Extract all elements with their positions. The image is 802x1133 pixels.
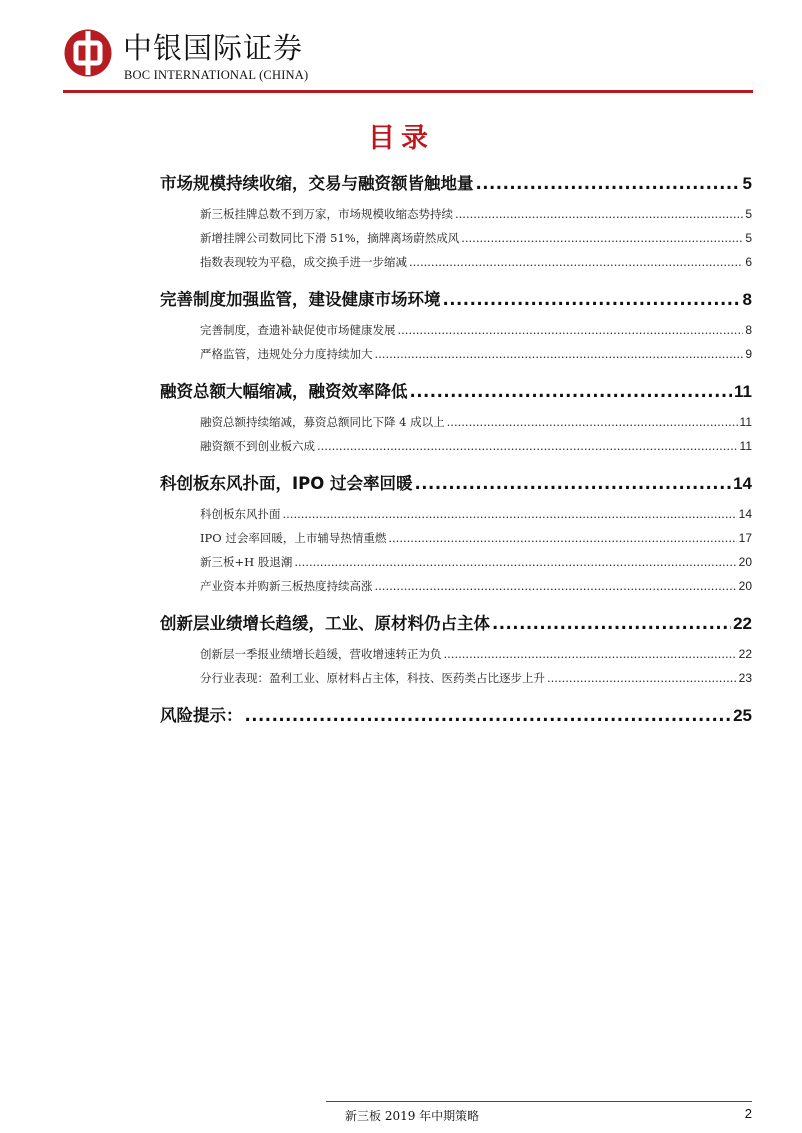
- toc-section-title: 完善制度加强监管，建设健康市场环境: [160, 290, 441, 309]
- toc-item-page: 20: [738, 579, 752, 593]
- toc-item-title: 融资总额持续缩减，募资总额同比下降 4 成以上: [200, 415, 445, 429]
- toc-leader-dots: [245, 706, 732, 725]
- toc-leader-dots: [492, 614, 731, 633]
- footer-divider: [326, 1101, 752, 1102]
- toc-section-page: 8: [742, 290, 752, 309]
- toc-item-page: 5: [745, 231, 752, 245]
- toc-section[interactable]: [160, 378, 752, 408]
- toc-item-title: 新三板挂牌总数不到万家，市场规模收缩态势持续: [200, 207, 453, 221]
- toc-item-title: 新三板+H 股退潮: [200, 555, 293, 569]
- toc-leader-dots: [410, 382, 733, 401]
- toc-leader-dots: [294, 555, 736, 569]
- toc-item[interactable]: [200, 530, 752, 554]
- company-name-en: BOC INTERNATIONAL (CHINA): [124, 68, 309, 82]
- toc-leader-dots: [317, 439, 738, 453]
- toc-section[interactable]: [160, 610, 752, 640]
- toc-item[interactable]: [200, 554, 752, 578]
- toc-item[interactable]: [200, 322, 752, 346]
- toc-section-page: 22: [733, 614, 752, 633]
- toc-leader-dots: [375, 579, 737, 593]
- toc-item[interactable]: [200, 578, 752, 602]
- toc-item[interactable]: [200, 506, 752, 530]
- page-header: [63, 28, 753, 96]
- toc-section-page: 5: [742, 174, 752, 193]
- toc-section-title: 市场规模持续收缩，交易与融资额皆触地量: [160, 174, 474, 193]
- toc-leader-dots: [444, 647, 737, 661]
- toc-section-page: 14: [733, 474, 752, 493]
- toc-item-title: 严格监管，违规处分力度持续加大: [200, 347, 373, 361]
- toc-item-title: 产业资本并购新三板热度持续高涨: [200, 579, 373, 593]
- toc-item-page: 6: [745, 255, 752, 269]
- toc-section-title: 科创板东风扑面，IPO 过会率回暖: [160, 474, 413, 493]
- toc-section-title: 创新层业绩增长趋缓，工业、原材料仍占主体: [160, 614, 490, 633]
- toc-item-title: 科创板东风扑面: [200, 507, 281, 521]
- toc-item[interactable]: [200, 206, 752, 230]
- toc-leader-dots: [283, 507, 737, 521]
- toc-section[interactable]: [160, 170, 752, 200]
- toc-section-page: 25: [733, 706, 752, 725]
- header-divider: [63, 90, 753, 93]
- toc-item-title: 指数表现较为平稳，成交换手进一步缩减: [200, 255, 407, 269]
- toc-item-page: 14: [738, 507, 752, 521]
- toc-section[interactable]: [160, 286, 752, 316]
- toc-item-page: 5: [745, 207, 752, 221]
- toc-section-page: 11: [734, 382, 752, 401]
- toc-leader-dots: [447, 415, 738, 429]
- toc-item-page: 11: [739, 439, 752, 453]
- company-name-cn: 中银国际证券: [123, 31, 304, 65]
- toc-item-title: IPO 过会率回暖，上市辅导热情重燃: [200, 531, 387, 545]
- toc-item[interactable]: [200, 346, 752, 370]
- toc-item-page: 17: [738, 531, 752, 545]
- toc-item-title: 融资额不到创业板六成: [200, 439, 315, 453]
- toc-section-title: 融资总额大幅缩减，融资效率降低: [160, 382, 408, 401]
- toc-leader-dots: [476, 174, 741, 193]
- toc-leader-dots: [409, 255, 743, 269]
- toc-item-page: 22: [738, 647, 752, 661]
- toc-item[interactable]: [200, 646, 752, 670]
- toc-leader-dots: [455, 207, 743, 221]
- toc-item-title: 新增挂牌公司数同比下滑 51%，摘牌离场蔚然成风: [200, 231, 460, 245]
- toc-section-title: 风险提示：: [160, 706, 243, 725]
- toc-item-title: 完善制度，查遗补缺促使市场健康发展: [200, 323, 396, 337]
- toc-item[interactable]: [200, 438, 752, 462]
- toc-item[interactable]: [200, 414, 752, 438]
- toc-item-page: 9: [745, 347, 752, 361]
- toc-item[interactable]: [200, 670, 752, 694]
- footer-title: 新三板 2019 年中期策略: [345, 1109, 480, 1123]
- toc-item-page: 11: [739, 415, 752, 429]
- toc-item[interactable]: [200, 230, 752, 254]
- toc-item[interactable]: [200, 254, 752, 278]
- toc-item-title: 创新层一季报业绩增长趋缓，营收增速转正为负: [200, 647, 442, 661]
- toc-leader-dots: [547, 671, 737, 685]
- table-of-contents: [160, 170, 752, 732]
- toc-leader-dots: [461, 231, 743, 245]
- toc-item-page: 23: [738, 671, 752, 685]
- toc-leader-dots: [398, 323, 744, 337]
- toc-item-page: 20: [738, 555, 752, 569]
- toc-leader-dots: [443, 290, 741, 309]
- toc-section[interactable]: [160, 470, 752, 500]
- toc-leader-dots: [415, 474, 732, 493]
- toc-leader-dots: [388, 531, 736, 545]
- footer-page-number: 2: [744, 1106, 752, 1121]
- toc-item-page: 8: [745, 323, 752, 337]
- toc-leader-dots: [375, 347, 744, 361]
- toc-section[interactable]: [160, 702, 752, 732]
- toc-title: 目录: [368, 123, 434, 154]
- toc-item-title: 分行业表现：盈利工业、原材料占主体，科技、医药类占比逐步上升: [200, 671, 545, 685]
- boc-logo-icon: [63, 28, 113, 78]
